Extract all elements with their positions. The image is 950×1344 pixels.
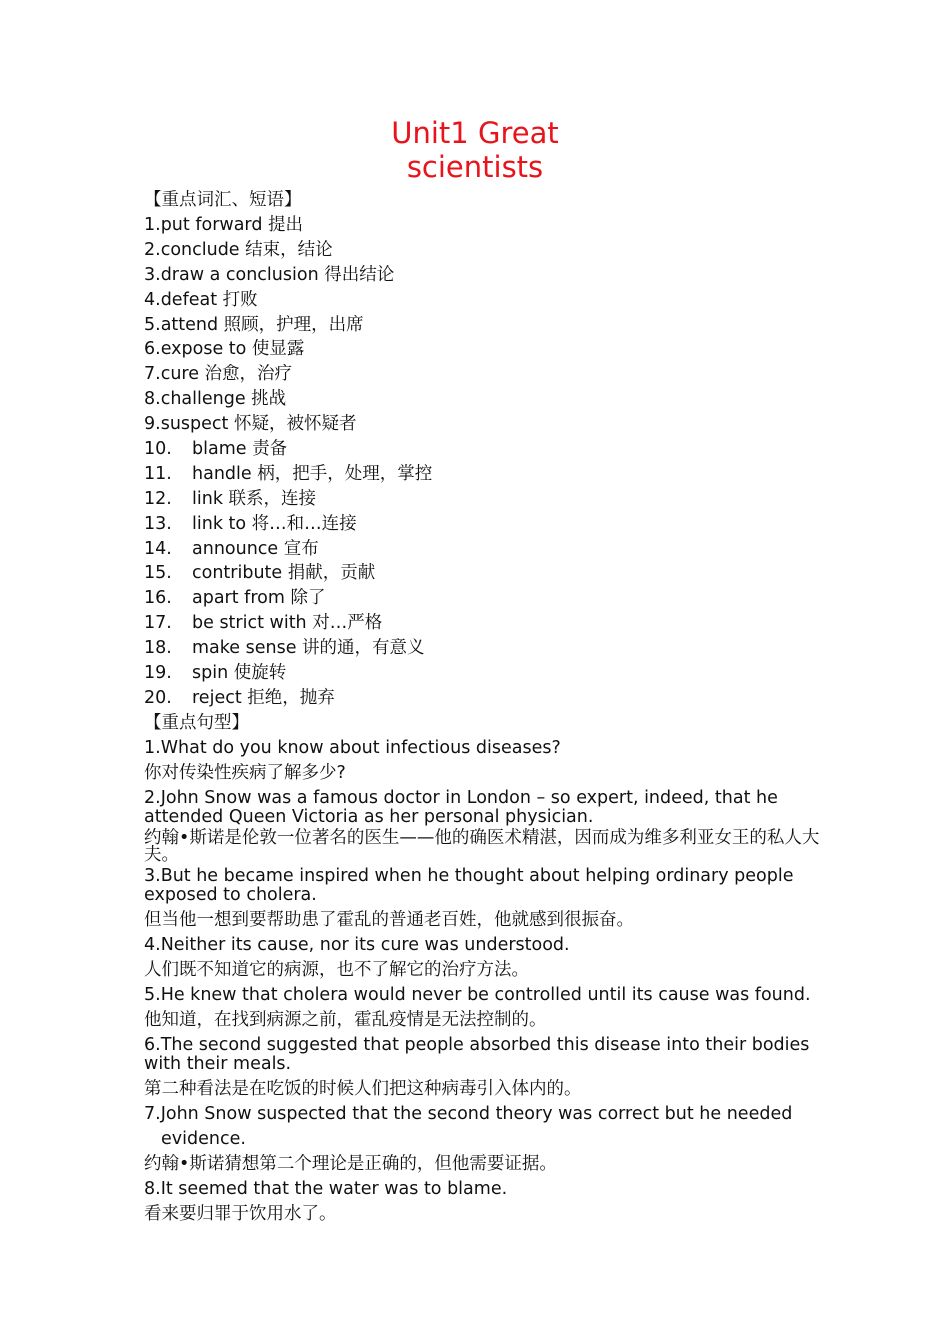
sentence-english: 3.But he became inspired when he thought about helping ordinary people exposed to cholera. — [144, 865, 794, 905]
vocab-text: spin 使旋转 — [192, 663, 287, 684]
sentence-chinese: 约翰•斯诺猜想第二个理论是正确的，但他需要证据。 — [144, 1153, 557, 1174]
sentence-english: 8.It seemed that the water was to blame. — [144, 1178, 508, 1199]
document-title — [0, 116, 950, 184]
vocab-text: link to 将…和…连接 — [192, 513, 357, 534]
sentence-item — [144, 1102, 824, 1177]
vocab-number: 1. — [144, 215, 161, 235]
vocab-number: 9. — [144, 414, 161, 435]
sentence-english: 7.John Snow suspected that the second theory was correct but he needed evidence. — [144, 1103, 793, 1149]
vocab-number: 6. — [144, 339, 161, 360]
vocab-item — [144, 238, 824, 263]
vocab-item — [144, 213, 824, 238]
sentence-english: 6.The second suggested that people absorbed this disease into their bodies with their meals. — [144, 1034, 810, 1074]
vocab-number: 7. — [144, 364, 161, 385]
sentence-item — [144, 736, 824, 786]
vocab-number: 13. — [144, 513, 172, 534]
vocab-text: suspect 怀疑，被怀疑者 — [160, 414, 357, 435]
sentence-chinese: 他知道，在找到病源之前，霍乱疫情是无法控制的。 — [144, 1009, 547, 1030]
vocab-text: announce 宣布 — [192, 538, 319, 559]
vocab-item — [144, 686, 824, 711]
title-line-2: scientists — [406, 150, 544, 184]
vocab-item — [144, 537, 824, 562]
vocab-text: expose to 使显露 — [160, 339, 305, 360]
vocab-text: cure 治愈，治疗 — [160, 364, 293, 385]
vocab-item — [144, 437, 824, 462]
sentence-item — [144, 1177, 824, 1227]
vocab-number: 16. — [144, 588, 172, 609]
vocab-text: handle 柄，把手，处理，掌控 — [192, 463, 433, 484]
vocab-item — [144, 288, 824, 313]
vocab-text: put forward 提出 — [160, 215, 303, 235]
vocab-number: 18. — [144, 638, 172, 659]
vocab-item — [144, 561, 824, 586]
sentence-heading: 【重点句型】 — [144, 712, 249, 733]
vocab-number: 8. — [144, 389, 161, 410]
document-body — [144, 188, 824, 1227]
vocab-text: make sense 讲的通，有意义 — [192, 638, 425, 659]
vocab-number: 2. — [144, 239, 161, 260]
sentence-chinese: 但当他一想到要帮助患了霍乱的普通老百姓，他就感到很振奋。 — [144, 909, 634, 930]
sentence-item — [144, 864, 824, 933]
vocab-text: be strict with 对…严格 — [192, 613, 383, 634]
sentence-chinese: 约翰•斯诺是伦敦一位著名的医生——他的确医术精湛，因而成为维多利亚女王的私人大夫。 — [144, 827, 820, 865]
vocab-item — [144, 263, 824, 288]
vocab-text: attend 照顾，护理，出席 — [160, 314, 364, 335]
sentence-item — [144, 933, 824, 983]
vocab-number: 3. — [144, 264, 161, 285]
sentence-item — [144, 786, 824, 864]
sentence-english: 4.Neither its cause, nor its cure was understood. — [144, 934, 570, 955]
vocab-text: blame 责备 — [192, 439, 288, 460]
vocab-list — [144, 213, 824, 711]
sentence-chinese: 第二种看法是在吃饭的时候人们把这种病毒引入体内的。 — [144, 1078, 582, 1099]
title-line-1: Unit1 Great — [391, 116, 559, 150]
vocab-number: 11. — [144, 463, 172, 484]
vocab-heading: 【重点词汇、短语】 — [144, 190, 302, 210]
vocab-number: 10. — [144, 439, 172, 460]
vocab-text: conclude 结束，结论 — [160, 239, 333, 260]
vocab-text: draw a conclusion 得出结论 — [160, 264, 395, 285]
vocab-item — [144, 586, 824, 611]
vocab-item — [144, 362, 824, 387]
vocab-item — [144, 412, 824, 437]
sentence-item — [144, 983, 824, 1033]
sentence-chinese: 你对传染性疾病了解多少? — [144, 762, 346, 783]
sentence-english: 1.What do you know about infectious diseases? — [144, 737, 561, 758]
vocab-number: 4. — [144, 289, 161, 310]
vocab-text: contribute 捐献，贡献 — [192, 563, 376, 584]
vocab-text: apart from 除了 — [192, 588, 326, 609]
sentence-english: 2.John Snow was a famous doctor in London – so expert, indeed, that he attended Queen Victoria as her personal physician. — [144, 787, 778, 827]
vocab-item — [144, 462, 824, 487]
vocab-item — [144, 636, 824, 661]
vocab-number: 17. — [144, 613, 172, 634]
sentence-chinese: 看来要归罪于饮用水了。 — [144, 1203, 337, 1224]
vocab-text: defeat 打败 — [160, 289, 258, 310]
vocab-number: 5. — [144, 314, 161, 335]
vocab-number: 20. — [144, 687, 172, 708]
vocab-text: challenge 挑战 — [160, 389, 287, 410]
sentence-item — [144, 1033, 824, 1102]
vocab-number: 19. — [144, 663, 172, 684]
vocab-item — [144, 387, 824, 412]
sentence-list — [144, 736, 824, 1227]
vocab-number: 14. — [144, 538, 172, 559]
vocab-item — [144, 661, 824, 686]
sentence-chinese: 人们既不知道它的病源，也不了解它的治疗方法。 — [144, 959, 529, 980]
vocab-item — [144, 611, 824, 636]
vocab-item — [144, 337, 824, 362]
vocab-item — [144, 512, 824, 537]
vocab-number: 15. — [144, 563, 172, 584]
sentence-english: 5.He knew that cholera would never be controlled until its cause was found. — [144, 984, 811, 1005]
vocab-text: reject 拒绝，抛弃 — [192, 687, 335, 708]
vocab-item — [144, 487, 824, 512]
vocab-item — [144, 313, 824, 338]
vocab-text: link 联系，连接 — [192, 488, 317, 509]
vocab-number: 12. — [144, 488, 172, 509]
